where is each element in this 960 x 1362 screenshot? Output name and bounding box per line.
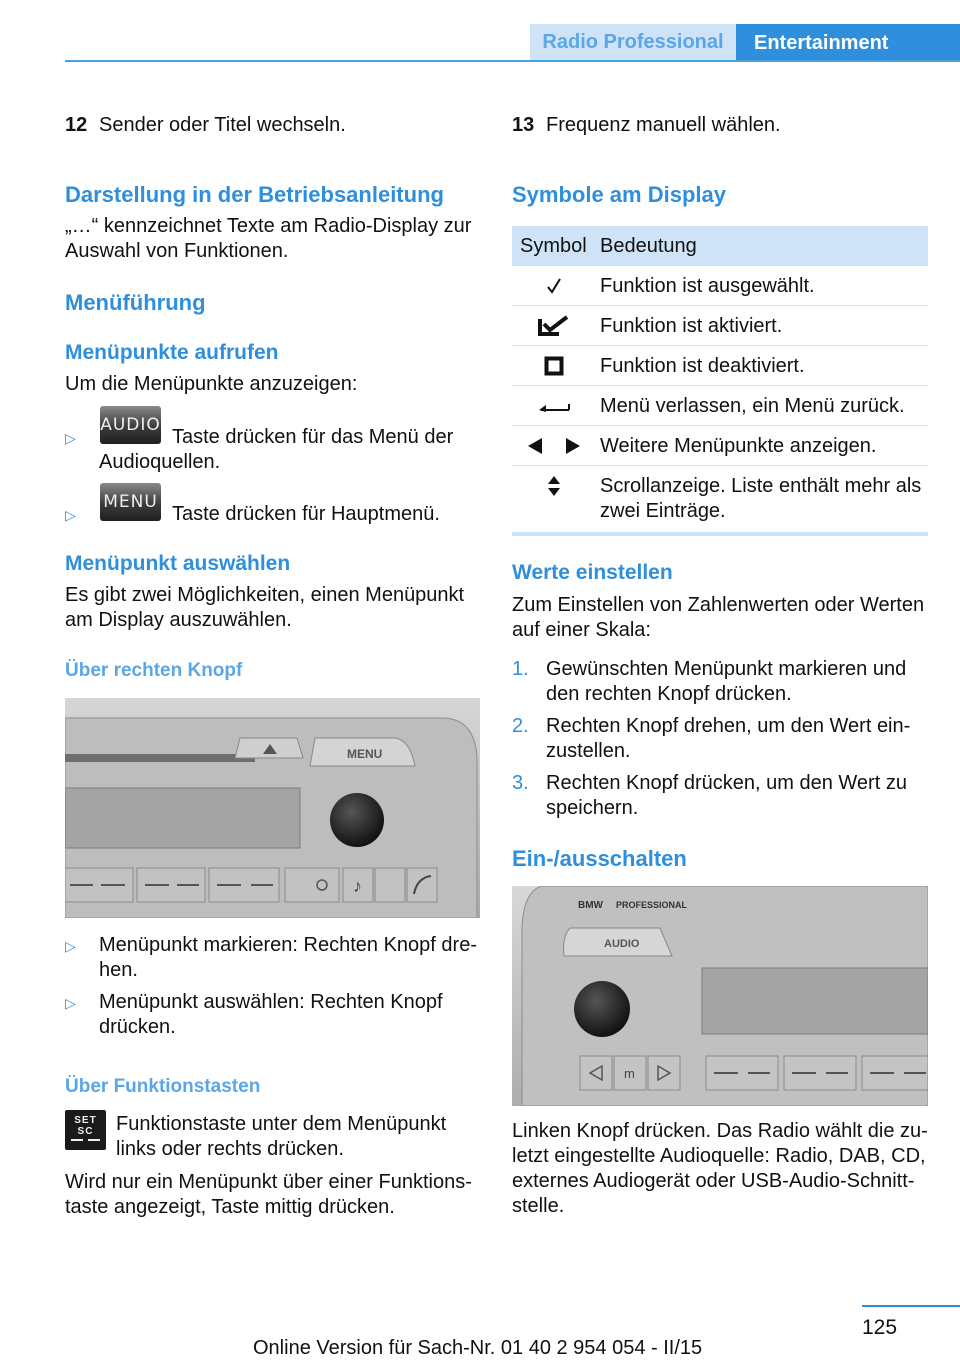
- paragraph-einschalten-line4: stelle.: [512, 1195, 565, 1217]
- footer-rule: [862, 1305, 960, 1307]
- paragraph-auswaehlen-line2: am Display auszuwählen.: [65, 609, 292, 631]
- heading-menufuehrung: Menüführung: [65, 290, 206, 315]
- svg-text:♪: ♪: [353, 876, 362, 896]
- bullet-auswaehlen-line1: Menüpunkt auswählen: Rechten Knopf: [99, 991, 443, 1013]
- brand-label-text: BMW: [578, 900, 603, 911]
- paragraph-werte-line1: Zum Einstellen von Zahlenwerten oder Werten: [512, 594, 925, 616]
- paragraph-aufrufen: Um die Menüpunkte anzuzeigen:: [65, 373, 358, 395]
- heading-symbole: Symbole am Display: [512, 182, 726, 207]
- item-13-number: 13: [512, 114, 535, 136]
- left-right-arrows-icon: [512, 426, 596, 466]
- heading-menuepunkt-auswaehlen: Menüpunkt auswählen: [65, 552, 291, 575]
- bullet-triangle-icon: ▷: [65, 507, 76, 523]
- step-2-line2: zustellen.: [546, 740, 631, 762]
- paragraph-einschalten-line3: externes Audiogerät oder USB-Audio-Schnitt-: [512, 1170, 915, 1192]
- bullet-audio-line2: Audioquellen.: [99, 451, 221, 473]
- table-header-bedeutung: Bedeutung: [600, 235, 697, 257]
- table-header-symbol: Symbol: [520, 235, 587, 257]
- bullet-menu-text: Taste drücken für Hauptmenü.: [172, 503, 440, 525]
- paragraph-einschalten-line2: letzt eingestellte Audioquelle: Radio, DAB, CD,: [512, 1145, 926, 1167]
- paragraph-werte-line2: auf einer Skala:: [512, 619, 651, 641]
- step-3-line1: Rechten Knopf drücken, um den Wert zu: [546, 772, 907, 794]
- step-number: 2.: [512, 715, 529, 737]
- step-number: 1.: [512, 658, 529, 680]
- header-rule: [65, 60, 960, 62]
- paragraph-funktionstaste-line4: taste angezeigt, Taste mittig drücken.: [65, 1196, 395, 1218]
- step-1-line1: Gewünschten Menüpunkt markieren und: [546, 658, 907, 680]
- bullet-triangle-icon: ▷: [65, 995, 76, 1011]
- item-12-number: 12: [65, 114, 88, 136]
- table-row-text: Funktion ist aktiviert.: [600, 315, 783, 337]
- step-1-line2: den rechten Knopf drücken.: [546, 683, 792, 705]
- heading-rechter-knopf: Über rechten Knopf: [65, 660, 243, 681]
- paragraph-darstellung-line2: Auswahl von Funktionen.: [65, 240, 289, 262]
- audio-label-text: AUDIO: [604, 938, 640, 950]
- heading-werte-einstellen: Werte einstellen: [512, 561, 673, 584]
- paragraph-darstellung-line1: „…“ kennzeichnet Texte am Radio-Display zur: [65, 215, 472, 237]
- menu-key-icon: MENU: [100, 483, 161, 521]
- heading-funktionstasten: Über Funktionstasten: [65, 1076, 261, 1097]
- checkmark-icon: [512, 266, 596, 306]
- scroll-indicator-icon: [512, 466, 596, 506]
- table-row-text: Menü verlassen, ein Menü zurück.: [600, 395, 905, 417]
- table-row-text: Funktion ist deaktiviert.: [600, 355, 805, 377]
- menu-label-text: MENU: [347, 747, 383, 761]
- paragraph-auswaehlen-line1: Es gibt zwei Möglichkeiten, einen Menüpunkt: [65, 584, 465, 606]
- table-bottom-rule: [512, 532, 928, 536]
- bullet-triangle-icon: ▷: [65, 938, 76, 954]
- header-tab-chapter: Entertainment: [736, 24, 960, 62]
- paragraph-einschalten-line1: Linken Knopf drücken. Das Radio wählt die zu-: [512, 1120, 928, 1142]
- function-key-icon: [65, 1110, 106, 1150]
- checked-box-icon: [512, 306, 596, 346]
- paragraph-funktionstaste-line2: links oder rechts drücken.: [116, 1138, 344, 1160]
- radio-left-knob-photo: [512, 886, 928, 1106]
- table-row-text: Weitere Menüpunkte anzeigen.: [600, 435, 877, 457]
- item-12-text: Sender oder Titel wechseln.: [99, 114, 346, 136]
- step-number: 3.: [512, 772, 529, 794]
- step-3-line2: speichern.: [546, 797, 639, 819]
- heading-darstellung: Darstellung in der Betriebsanleitung: [65, 182, 444, 207]
- bullet-audio-line1: Taste drücken für das Menü der: [172, 426, 454, 448]
- heading-menuepunkte-aufrufen: Menüpunkte aufrufen: [65, 341, 279, 364]
- online-version-note: Online Version für Sach-Nr. 01 40 2 954 054 - II/15: [253, 1337, 703, 1359]
- function-key-label: SET SC: [74, 1115, 97, 1137]
- step-2-line1: Rechten Knopf drehen, um den Wert ein-: [546, 715, 911, 737]
- bullet-auswaehlen-line2: drücken.: [99, 1016, 176, 1038]
- m-label-text: m: [624, 1066, 635, 1081]
- table-row-text-line1: Scrollanzeige. Liste enthält mehr als: [600, 475, 922, 497]
- table-row-text: Funktion ist ausgewählt.: [600, 275, 815, 297]
- heading-ein-ausschalten: Ein-/ausschalten: [512, 846, 687, 871]
- audio-key-icon: AUDIO: [100, 406, 161, 444]
- empty-box-icon: [512, 346, 596, 386]
- page-number: 125: [862, 1316, 898, 1339]
- model-label-text: PROFESSIONAL: [616, 900, 688, 910]
- header-tab-section: Radio Professional: [530, 24, 736, 60]
- item-13-text: Frequenz manuell wählen.: [546, 114, 781, 136]
- bullet-triangle-icon: ▷: [65, 430, 76, 446]
- paragraph-funktionstaste-line1: Funktionstaste unter dem Menüpunkt: [116, 1113, 447, 1135]
- table-row-text-line2: zwei Einträge.: [600, 500, 726, 522]
- radio-right-knob-photo: [65, 698, 480, 918]
- back-arrow-icon: [512, 386, 596, 426]
- bullet-markieren-line1: Menüpunkt markieren: Rechten Knopf dre-: [99, 934, 477, 956]
- bullet-markieren-line2: hen.: [99, 959, 138, 981]
- paragraph-funktionstaste-line3: Wird nur ein Menüpunkt über einer Funktions-: [65, 1171, 472, 1193]
